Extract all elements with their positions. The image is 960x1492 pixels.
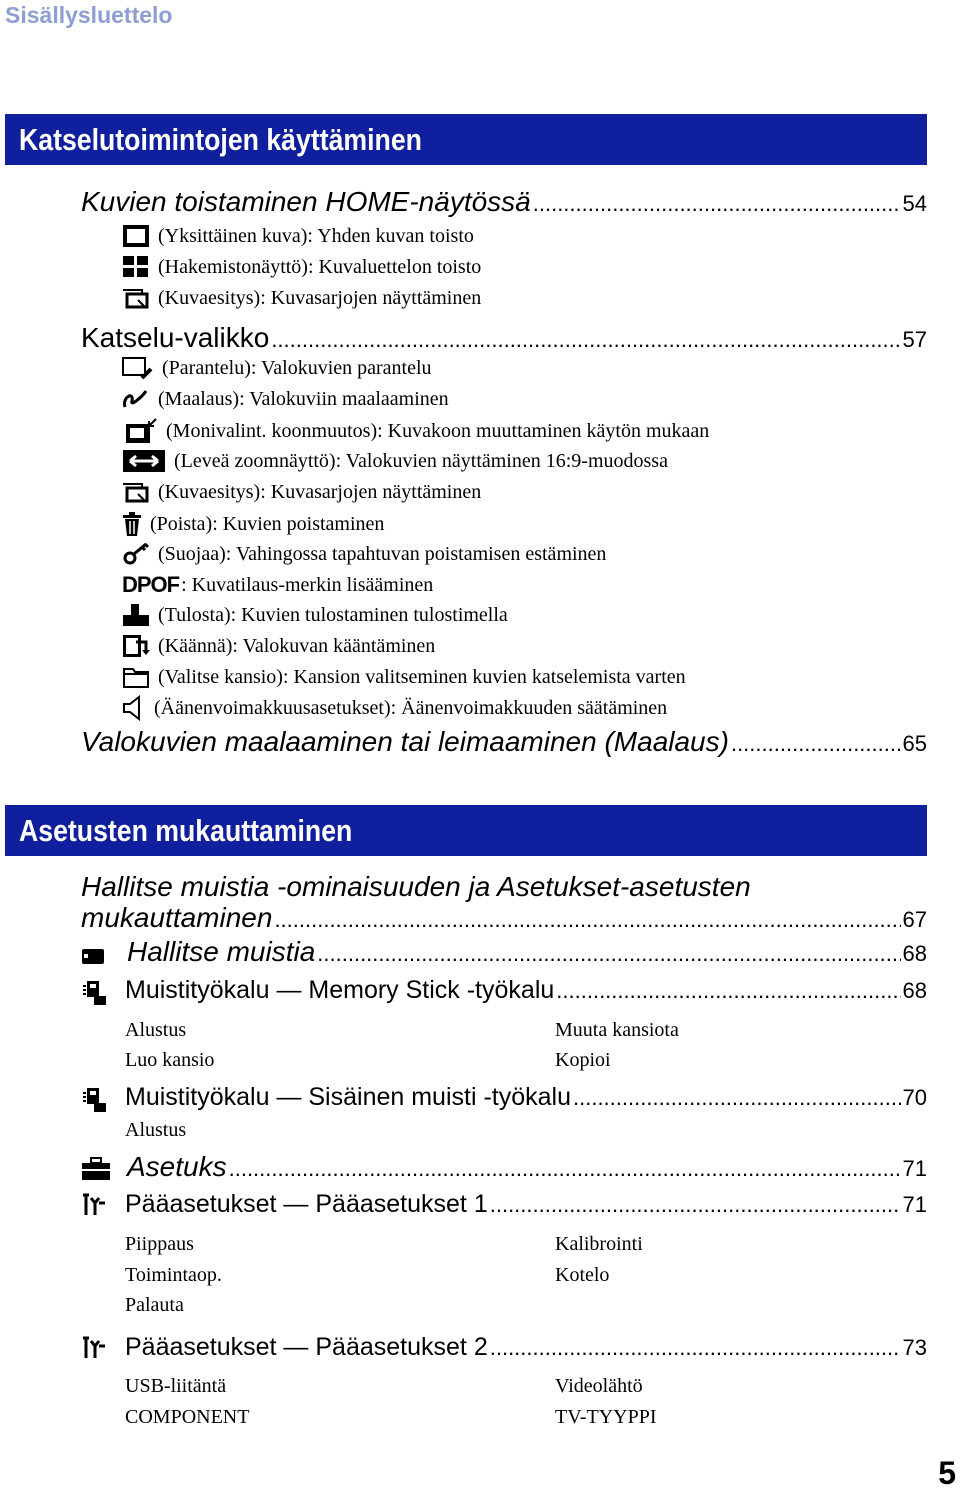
toc-entry-manage-line1: Hallitse muistia -ominaisuuden ja Asetukset-asetusten	[81, 871, 751, 902]
sub-item: Alustus	[125, 1119, 187, 1141]
key-icon	[122, 542, 150, 566]
toc-entry-main1[interactable]: Pääasetukset — Pääasetukset 1 ..... 71	[125, 1190, 927, 1219]
memory-tool-icon	[81, 1087, 107, 1113]
toc-entry-asetuks[interactable]: Asetuks ..... 71	[127, 1151, 927, 1183]
sub-item: Kotelo	[555, 1264, 610, 1286]
list-item-slideshow: (Kuvaesitys): Kuvasarjojen näyttäminen	[122, 286, 481, 310]
list-item-index: (Hakemistonäyttö): Kuvaluettelon toisto	[122, 255, 481, 279]
memory-card-icon	[81, 946, 105, 966]
rotate-icon	[122, 634, 150, 658]
list-item-dpof: DPOF : Kuvatilaus-merkin lisääminen	[122, 572, 434, 597]
sub-item: Luo kansio	[125, 1049, 215, 1071]
wide-zoom-icon	[122, 449, 166, 473]
list-item-single-image: (Yksittäinen kuva): Yhden kuvan toisto	[122, 224, 474, 248]
list-item-slideshow-2: (Kuvaesitys): Kuvasarjojen näyttäminen	[122, 480, 481, 504]
sub-item: Kalibrointi	[555, 1233, 643, 1255]
toc-entry-manage[interactable]: mukauttaminen ..... 67	[81, 902, 927, 934]
toolbox-icon	[81, 1157, 111, 1181]
speaker-icon	[122, 695, 146, 721]
section-heading-viewing: Katselutoimintojen käyttäminen	[5, 114, 927, 165]
list-item-folder: (Valitse kansio): Kansion valitseminen kuvien katselemista varten	[122, 665, 686, 689]
paint-icon	[122, 387, 150, 411]
section-heading-settings: Asetusten mukauttaminen	[5, 805, 927, 856]
folder-icon	[122, 665, 150, 689]
list-item-wide-zoom: (Leveä zoomnäyttö): Valokuvien näyttäminen 16:9-muodossa	[122, 449, 668, 473]
sub-item: Alustus	[125, 1019, 187, 1041]
wrench-icon	[81, 1336, 107, 1360]
toc-entry-menu[interactable]: Katselu-valikko ..... 57	[81, 322, 927, 354]
page-number: 5	[938, 1455, 956, 1491]
toc-entry-paint[interactable]: Valokuvien maalaaminen tai leimaaminen (Maalaus) ..... 65	[81, 726, 927, 758]
sub-item: Piippaus	[125, 1233, 194, 1255]
list-item-paint: (Maalaus): Valokuviin maalaaminen	[122, 387, 449, 411]
multi-resize-icon	[122, 418, 158, 444]
toc-entry-hallitse[interactable]: Hallitse muistia ..... 68	[127, 936, 927, 968]
sub-item: Palauta	[125, 1294, 184, 1316]
sub-item: Toimintaop.	[125, 1264, 222, 1286]
index-grid-icon	[122, 255, 150, 279]
toc-entry-ms-tool[interactable]: Muistityökalu — Memory Stick -työkalu ..... 68	[125, 976, 927, 1005]
toc-entry-home[interactable]: Kuvien toistaminen HOME-näytössä ..... 54	[81, 186, 927, 218]
memory-tool-icon	[81, 980, 107, 1006]
print-icon	[122, 603, 150, 627]
sub-item: Videolähtö	[555, 1375, 643, 1397]
toc-entry-int-tool[interactable]: Muistityökalu — Sisäinen muisti -työkalu ..... 70	[125, 1083, 927, 1112]
sub-item: Muuta kansiota	[555, 1019, 679, 1041]
toc-entry-main2[interactable]: Pääasetukset — Pääasetukset 2 ..... 73	[125, 1333, 927, 1362]
list-item-multi-resize: (Monivalint. koonmuutos): Kuvakoon muuttaminen käytön mukaan	[122, 418, 709, 444]
sub-item: Kopioi	[555, 1049, 611, 1071]
list-item-retouch: (Parantelu): Valokuvien parantelu	[122, 356, 432, 380]
trash-icon	[122, 511, 142, 537]
list-item-delete: (Poista): Kuvien poistaminen	[122, 511, 384, 537]
list-item-volume: (Äänenvoimakkuusasetukset): Äänenvoimakkuuden säätäminen	[122, 695, 667, 721]
slideshow-icon	[122, 480, 150, 504]
retouch-icon	[122, 356, 154, 380]
slideshow-icon	[122, 286, 150, 310]
sub-item: USB-liitäntä	[125, 1375, 227, 1397]
single-image-icon	[122, 224, 150, 248]
dpof-icon: DPOF	[122, 572, 180, 597]
wrench-icon	[81, 1193, 107, 1217]
sub-item: TV-TYYPPI	[555, 1406, 657, 1428]
page-header-title: Sisällysluettelo	[5, 2, 173, 28]
sub-item: COMPONENT	[125, 1406, 250, 1428]
list-item-protect: (Suojaa): Vahingossa tapahtuvan poistamisen estäminen	[122, 542, 606, 566]
list-item-print: (Tulosta): Kuvien tulostaminen tulostimella	[122, 603, 508, 627]
list-item-rotate: (Käännä): Valokuvan kääntäminen	[122, 634, 435, 658]
